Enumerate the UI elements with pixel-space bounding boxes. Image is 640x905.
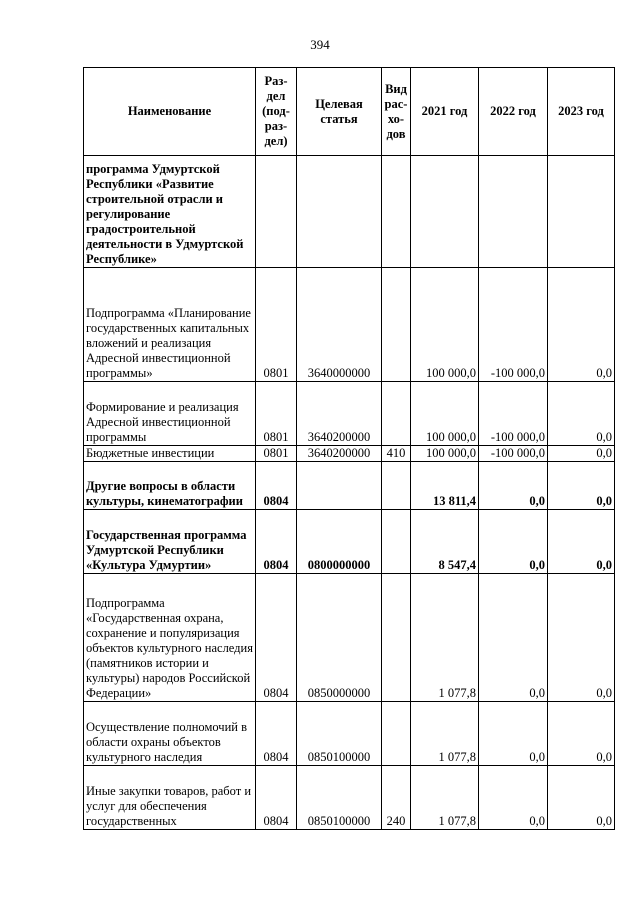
row-2023-cell: 0,0	[548, 574, 615, 702]
row-name-cell: Осуществление полномочий в области охраны объектов культурного наследия	[84, 702, 256, 766]
row-target-cell	[297, 462, 382, 510]
row-target-cell: 3640200000	[297, 382, 382, 446]
row-section-cell: 0801	[256, 382, 297, 446]
row-2021-cell: 100 000,0	[411, 268, 479, 382]
row-expense-cell	[382, 382, 411, 446]
header-expense-type: Вид рас- хо- дов	[382, 68, 411, 156]
table-row	[84, 268, 615, 382]
row-name-cell: Иные закупки товаров, работ и услуг для обеспечения государственных	[84, 766, 256, 830]
row-target-cell	[297, 156, 382, 268]
table-row	[84, 382, 615, 446]
row-expense-cell	[382, 574, 411, 702]
row-2021-cell	[411, 156, 479, 268]
row-2021-cell: 100 000,0	[411, 382, 479, 446]
row-target-cell: 0850100000	[297, 766, 382, 830]
row-2023-cell: 0,0	[548, 510, 615, 574]
row-2023-cell	[548, 156, 615, 268]
row-2023-cell: 0,0	[548, 446, 615, 462]
row-2021-cell: 13 811,4	[411, 462, 479, 510]
row-name-cell: Государственная программа Удмуртской Республики «Культура Удмуртии»	[84, 510, 256, 574]
header-target: Целевая статья	[297, 68, 382, 156]
table-row	[84, 446, 615, 462]
row-2022-cell: -100 000,0	[479, 382, 548, 446]
header-section: Раз- дел (под- раз- дел)	[256, 68, 297, 156]
row-target-cell: 0850100000	[297, 702, 382, 766]
row-2022-cell: 0,0	[479, 766, 548, 830]
row-expense-cell: 240	[382, 766, 411, 830]
table-row	[84, 766, 615, 830]
row-2021-cell: 8 547,4	[411, 510, 479, 574]
row-expense-cell	[382, 462, 411, 510]
row-section-cell	[256, 156, 297, 268]
table-row	[84, 462, 615, 510]
row-2021-cell: 100 000,0	[411, 446, 479, 462]
table-header-row	[84, 68, 615, 156]
header-2022: 2022 год	[479, 68, 548, 156]
row-name-cell: Бюджетные инвестиции	[84, 446, 256, 462]
budget-table	[83, 67, 615, 830]
row-2023-cell: 0,0	[548, 382, 615, 446]
row-expense-cell	[382, 268, 411, 382]
table-row	[84, 702, 615, 766]
row-target-cell: 0850000000	[297, 574, 382, 702]
row-section-cell: 0804	[256, 462, 297, 510]
row-section-cell: 0804	[256, 702, 297, 766]
header-2023: 2023 год	[548, 68, 615, 156]
table-row	[84, 156, 615, 268]
row-name-cell: Формирование и реализация Адресной инвестиционной программы	[84, 382, 256, 446]
row-2023-cell: 0,0	[548, 268, 615, 382]
header-2021: 2021 год	[411, 68, 479, 156]
row-2021-cell: 1 077,8	[411, 574, 479, 702]
row-expense-cell: 410	[382, 446, 411, 462]
row-2022-cell: -100 000,0	[479, 268, 548, 382]
row-2023-cell: 0,0	[548, 766, 615, 830]
row-section-cell: 0804	[256, 766, 297, 830]
row-2022-cell: 0,0	[479, 702, 548, 766]
row-2023-cell: 0,0	[548, 462, 615, 510]
row-section-cell: 0804	[256, 510, 297, 574]
row-2022-cell: 0,0	[479, 574, 548, 702]
row-2022-cell: 0,0	[479, 510, 548, 574]
row-target-cell: 3640200000	[297, 446, 382, 462]
row-2022-cell: -100 000,0	[479, 446, 548, 462]
row-section-cell: 0804	[256, 574, 297, 702]
row-name-cell: Другие вопросы в области культуры, кинематографии	[84, 462, 256, 510]
row-2023-cell: 0,0	[548, 702, 615, 766]
page-number: 394	[310, 37, 330, 52]
header-name: Наименование	[84, 68, 256, 156]
row-expense-cell	[382, 156, 411, 268]
row-2021-cell: 1 077,8	[411, 702, 479, 766]
row-section-cell: 0801	[256, 268, 297, 382]
row-name-cell: программа Удмуртской Республики «Развитие строительной отрасли и регулирование градостроительной деятельности в Удмуртской Республике»	[84, 156, 256, 268]
row-expense-cell	[382, 702, 411, 766]
row-section-cell: 0801	[256, 446, 297, 462]
row-target-cell: 3640000000	[297, 268, 382, 382]
row-2022-cell	[479, 156, 548, 268]
row-name-cell: Подпрограмма «Планирование государственных капитальных вложений и реализация Адресной инвестиционной программы»	[84, 268, 256, 382]
row-expense-cell	[382, 510, 411, 574]
row-2022-cell: 0,0	[479, 462, 548, 510]
row-name-cell: Подпрограмма «Государственная охрана, сохранение и популяризация объектов культурного наследия (памятников истории и культуры) народов Российской Федерации»	[84, 574, 256, 702]
table-row	[84, 510, 615, 574]
row-2021-cell: 1 077,8	[411, 766, 479, 830]
table-row	[84, 574, 615, 702]
row-target-cell: 0800000000	[297, 510, 382, 574]
